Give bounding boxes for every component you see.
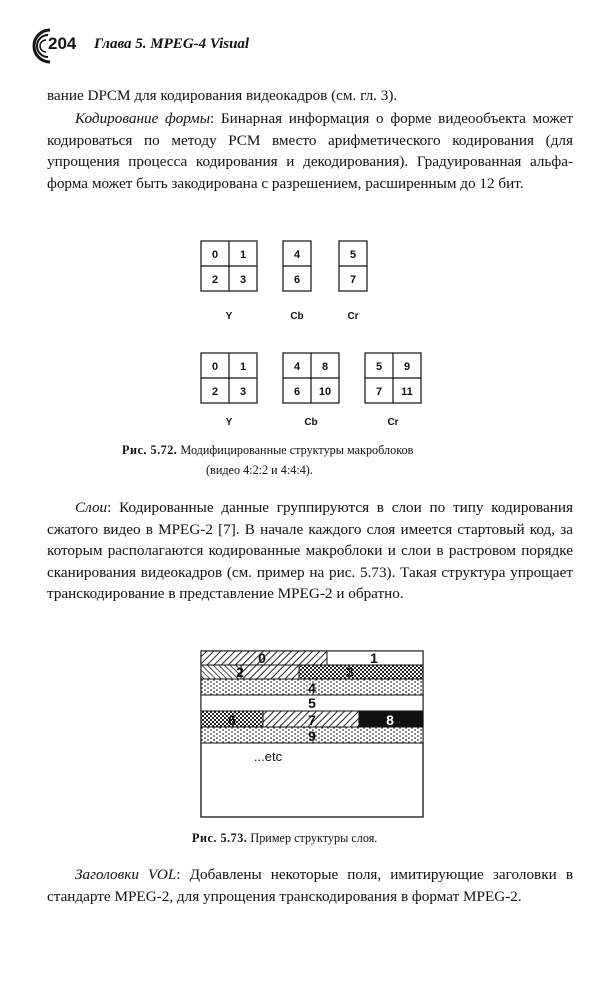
block-number: 9: [403, 361, 411, 373]
caption-text: Модифицированные структуры макроблоков: [180, 443, 414, 457]
slice-label: 9: [308, 728, 316, 744]
slice-label: 4: [308, 680, 316, 696]
component-label-cb: Cb: [290, 311, 304, 322]
slice-label: 1: [370, 650, 378, 666]
block-number: 1: [239, 249, 247, 261]
block-number: 3: [239, 386, 247, 398]
block-number: 0: [211, 249, 219, 261]
component-label-y: Y: [225, 417, 233, 428]
caption-text: Пример структуры слоя.: [250, 831, 378, 845]
block-number: 7: [375, 386, 383, 398]
paragraph-lead: Слои: [75, 499, 108, 516]
slice-segment: [201, 665, 241, 679]
block-number: 7: [349, 274, 357, 286]
block-number: 11: [401, 386, 413, 398]
paragraph-text: : Бинарная информация о форме видеообъекта может кодироваться по методу PCM вместо арифметического кодирования (для упрощения процесса кодирования и декодирования). Градуированная альфа-форма может быть закодирована с разрешением, расширенным до 12 бит.: [47, 110, 574, 192]
block-number: 0: [211, 361, 219, 373]
figure-slice-structure: [0, 645, 604, 825]
block-number: 6: [293, 274, 301, 286]
slice-label: 6: [228, 712, 236, 728]
paragraph-vol-headers: [47, 864, 573, 907]
paragraph-text: : Кодированные данные группируются в слои по типу кодирования сжатого видео в MPEG-2 [7]. В начале каждого слоя имеется стартовый код, за которым располагаются кодированные макроблоки и слои в растровом порядке сканирования видеокадров (см. пример на рис. 5.73). Такая структура упрощает транскодирование в представление MPEG-2 и обратно.: [47, 499, 573, 603]
slice-label: 2: [236, 664, 244, 680]
block-number: 3: [239, 274, 247, 286]
slice-label: 3: [346, 664, 354, 680]
block-number: 5: [349, 249, 357, 261]
slice-label: 0: [258, 650, 266, 666]
paragraph-slices: [47, 497, 573, 605]
caption-number: Рис. 5.72.: [122, 443, 178, 457]
component-label-cr: Cr: [347, 311, 359, 322]
component-label-cb: Cb: [304, 417, 318, 428]
block-number: 4: [293, 249, 301, 261]
page-header: [28, 26, 588, 66]
block-number: 2: [211, 386, 219, 398]
block-number: 1: [239, 361, 247, 373]
figure-573-caption: [192, 828, 377, 848]
paragraph-text: вание DPCM для кодирования видеокадров (см. гл. 3).: [47, 87, 398, 104]
page-number: 204: [48, 34, 77, 53]
chapter-title: Глава 5. MPEG-4 Visual: [94, 36, 250, 52]
block-number: 5: [375, 361, 383, 373]
caption-number: Рис. 5.73.: [192, 831, 248, 845]
paragraph-lead: Заголовки VOL: [75, 866, 177, 883]
block-number: 2: [211, 274, 219, 286]
block-number: 8: [321, 361, 329, 373]
caption-text: (видео 4:2:2 и 4:4:4).: [206, 463, 313, 477]
component-label-y: Y: [225, 311, 233, 322]
block-number: 6: [293, 386, 301, 398]
slice-label: 5: [308, 695, 316, 711]
slice-label: 7: [308, 712, 316, 728]
paragraph-dpcm: [47, 85, 573, 107]
block-number: 4: [293, 361, 301, 373]
paragraph-lead: Кодирование формы: [75, 110, 211, 127]
paragraph-shape-coding: [47, 108, 573, 194]
slice-segment: [299, 665, 423, 679]
slice-segment: [241, 665, 299, 679]
etc-label: ...etc: [253, 749, 283, 764]
figure-572-caption: [122, 440, 413, 480]
block-number: 10: [318, 386, 332, 398]
component-label-cr: Cr: [387, 417, 399, 428]
slice-label: 8: [386, 712, 394, 728]
paragraph-text: : Добавлены некоторые поля, имитирующие заголовки в стандарте MPEG-2, для упрощения транскодирования в формат MPEG-2.: [47, 866, 574, 905]
